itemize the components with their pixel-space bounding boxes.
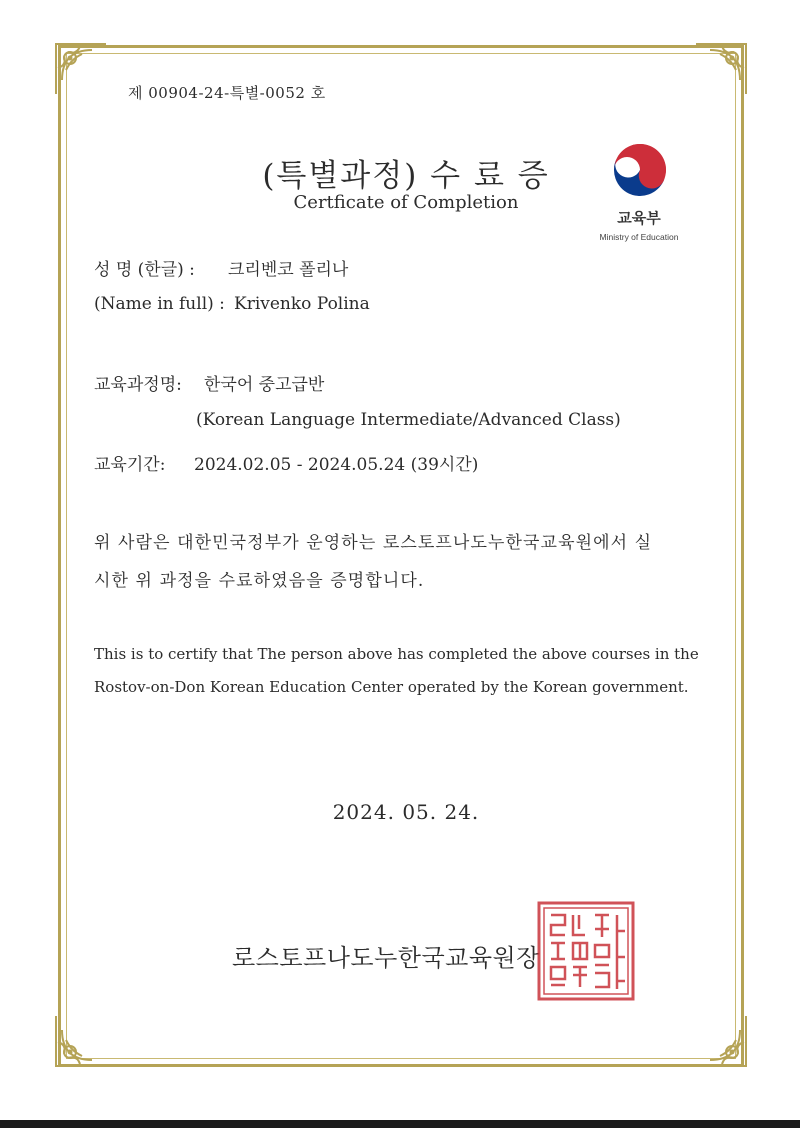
statement-english-line-1: This is to certify that The person above has completed the above courses in the [94, 645, 699, 663]
course-value-korean: 한국어 중고급반 [204, 375, 325, 395]
name-english-value: Krivenko Polina [234, 294, 370, 314]
official-seal-icon [537, 901, 635, 1001]
statement-korean-line-2: 시한 위 과정을 수료하였음을 증명합니다. [94, 571, 425, 591]
ministry-name-korean: 교육부 [617, 209, 661, 227]
period-value: 2024.02.05 - 2024.05.24 (39시간) [194, 455, 479, 475]
corner-ornament-icon [692, 40, 750, 98]
course-value-english: (Korean Language Intermediate/Advanced Class) [196, 410, 621, 430]
course-label: 교육과정명: [94, 375, 182, 395]
ministry-name-english: Ministry of Education [599, 232, 679, 242]
title-korean: (특별과정) 수 료 증 [262, 158, 550, 194]
corner-ornament-icon [52, 40, 110, 98]
period-label: 교육기간: [94, 455, 166, 475]
corner-ornament-icon [52, 1012, 110, 1070]
statement-english-line-2: Rostov-on-Don Korean Education Center operated by the Korean government. [94, 678, 689, 696]
name-korean-label: 성 명 (한글) : [94, 260, 195, 280]
issuer-name: 로스토프나도누한국교육원장 [232, 944, 540, 972]
name-korean-value: 크리벤코 폴리나 [228, 260, 349, 280]
title-english: Certficate of Completion [293, 192, 519, 213]
statement-korean-line-1: 위 사람은 대한민국정부가 운영하는 로스토프나도누한국교육원에서 실 [94, 533, 653, 553]
name-english-label: (Name in full) : [94, 294, 225, 314]
taegeuk-emblem-icon [610, 140, 670, 200]
certificate-number: 제 00904-24-특별-0052 호 [128, 84, 326, 102]
corner-ornament-icon [692, 1012, 750, 1070]
issue-date: 2024. 05. 24. [332, 800, 480, 824]
bottom-edge-bar [0, 1120, 800, 1128]
